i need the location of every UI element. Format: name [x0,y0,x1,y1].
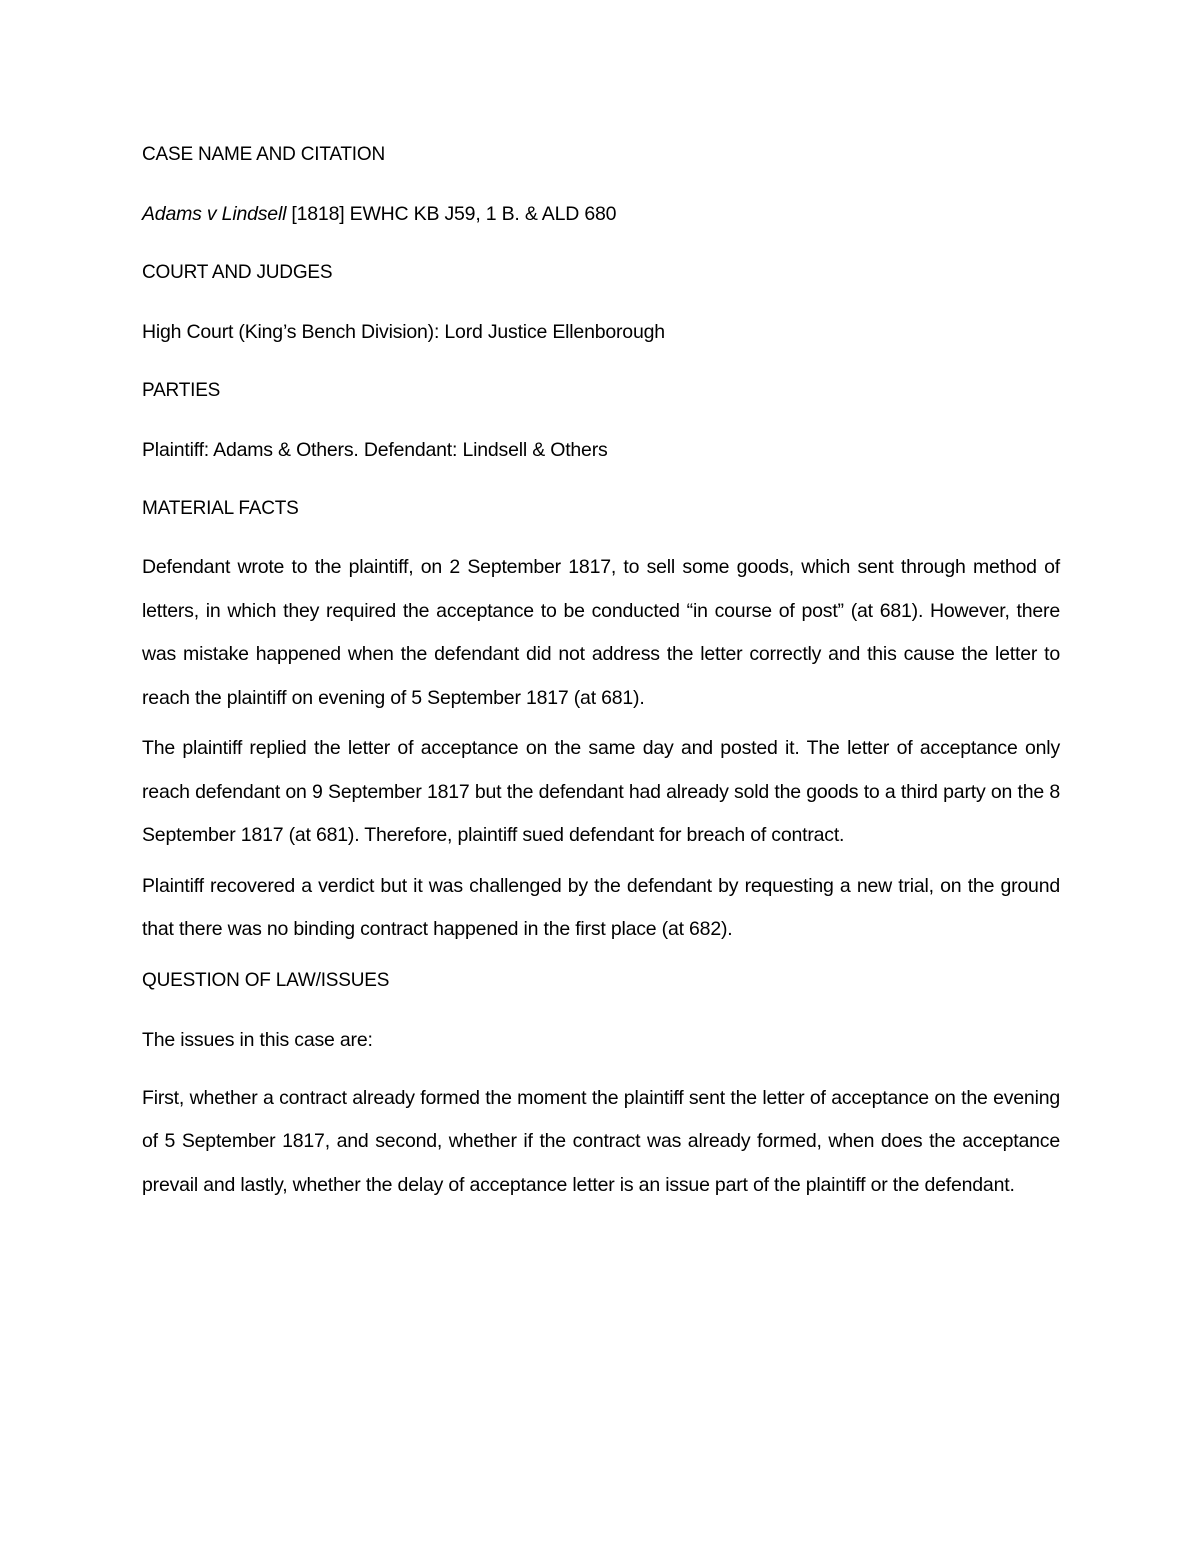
court-heading: COURT AND JUDGES [142,262,333,283]
facts-paragraph-1: Defendant wrote to the plaintiff, on 2 September 1817, to sell some goods, which sent through method of letters, in which they required the acceptance to be conducted “in course of post” (at 681). However, there was mistake happened when the defendant did not address the letter correctly and this cause the letter to reach the plaintiff on evening of 5 September 1817 (at 681). [142,556,1060,709]
parties-heading: PARTIES [142,380,221,401]
issues-intro: The issues in this case are: [142,1028,373,1051]
facts-paragraph-3: Plaintiff recovered a verdict but it was challenged by the defendant by requesting a new trial, on the ground that there was no binding contract happened in the first place (at 682). [142,874,1060,940]
material-facts-heading: MATERIAL FACTS [142,498,299,519]
case-citation-line [142,199,1060,229]
document-body [142,140,1060,1221]
case-name-heading: CASE NAME AND CITATION [142,144,385,165]
case-name: Adams v Lindsell [142,203,287,225]
issues-heading: QUESTION OF LAW/ISSUES [142,969,390,991]
case-citation: [1818] EWHC KB J59, 1 B. & ALD 680 [286,203,617,225]
issues-paragraph: First, whether a contract already formed the moment the plaintiff sent the letter of acceptance on the evening of 5 September 1817, and second, whether if the contract was already formed, when does the acceptance prevail and lastly, whether the delay of acceptance letter is an issue part of the plaintiff or the defendant. [142,1086,1060,1196]
parties-text: Plaintiff: Adams & Others. Defendant: Lindsell & Others [142,439,608,461]
court-text: High Court (King’s Bench Division): Lord Justice Ellenborough [142,321,665,343]
facts-paragraph-2: The plaintiff replied the letter of acceptance on the same day and posted it. The letter of acceptance only reach defendant on 9 September 1817 but the defendant had already sold the goods to a third party on the 8 September 1817 (at 681). Therefore, plaintiff sued defendant for breach of contract. [142,737,1060,846]
